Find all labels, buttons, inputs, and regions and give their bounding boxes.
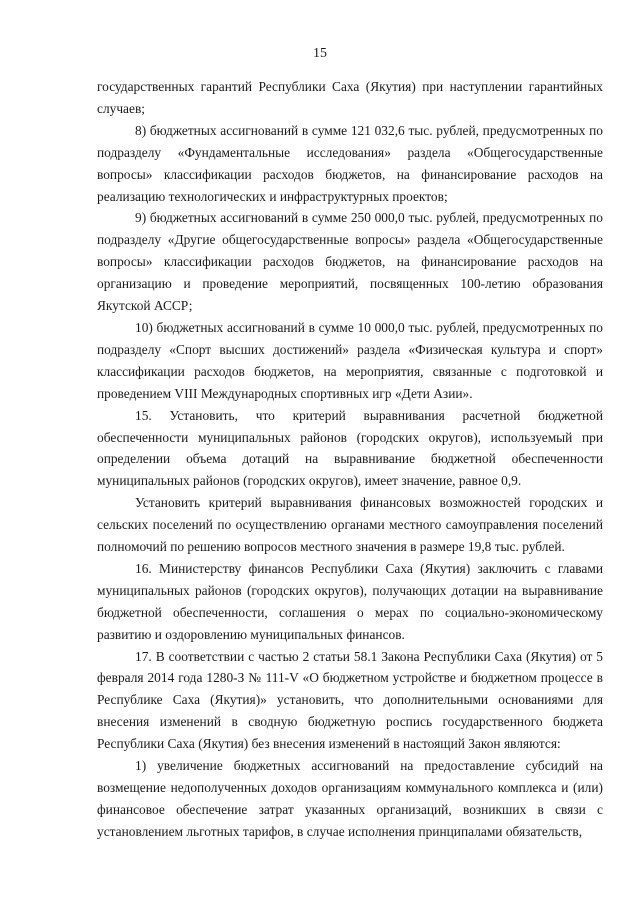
paragraph-continuation: государственных гарантий Республики Саха (Якутия) при наступлении гарантийных случаев; [97,79,603,116]
paragraph-item-1: 1) увеличение бюджетных ассигнований на предоставление субсидий на возмещение недополученных доходов организациям коммунального комплекса и (или) финансовое обеспечение затрат указанных организаций, возникших в связи с установлением льготных тарифов, в случае исполнения принципалами обязательств, [97,758,603,839]
paragraph-clause-15-second: Установить критерий выравнивания финансовых возможностей городских и сельских поселений по осуществлению органами местного самоуправления поселений полномочий по решению вопросов местного значения в размере 19,8 тыс. рублей. [97,495,603,555]
paragraph-clause-17: 17. В соответствии с частью 2 статьи 58.1 Закона Республики Саха (Якутия) от 5 февраля 2014 года 1280-З № 111-V «О бюджетном устройстве и бюджетном процессе в Республике Саха (Якутия)» установить, что дополнительными основаниями для внесения изменений в сводную бюджетную роспись государственного бюджета Республики Саха (Якутия) без внесения изменений в настоящий Закон являются: [97,648,603,752]
paragraph-clause-15: 15. Установить, что критерий выравнивания расчетной бюджетной обеспеченности муниципальных районов (городских округов), используемый при определении объема дотаций на выравнивание бюджетной обеспеченности муниципальных районов (городских округов), имеет значение, равное 0,9. [97,407,603,489]
document-body [97,76,603,843]
paragraph-item-10: 10) бюджетных ассигнований в сумме 10 000,0 тыс. рублей, предусмотренных по подразделу «Спорт высших достижений» раздела «Физическая культура и спорт» классификации расходов бюджетов, на мероприятия, связанные с подготовкой и проведением VIII Международных спортивных игр «Дети Азии». [97,319,603,401]
page-number: 15 [313,46,327,61]
paragraph-item-9: 9) бюджетных ассигнований в сумме 250 000,0 тыс. рублей, предусмотренных по подразделу «Другие общегосударственные вопросы» раздела «Общегосударственные вопросы» классификации расходов бюджетов, на финансирование расходов на организацию и проведение мероприятий, посвященных 100-летию образования Якутской АССР; [97,210,603,314]
paragraph-clause-16: 16. Министерству финансов Республики Саха (Якутия) заключить с главами муниципальных районов (городских округов), получающих дотации на выравнивание бюджетной обеспеченности, соглашения о мерах по социально-экономическому развитию и оздоровлению муниципальных финансов. [97,560,603,642]
paragraph-item-8: 8) бюджетных ассигнований в сумме 121 032,6 тыс. рублей, предусмотренных по подразделу «Фундаментальные исследования» раздела «Общегосударственные вопросы» классификации расходов бюджетов, на финансирование расходов на реализацию технологических и инфраструктурных проектов; [97,122,603,204]
